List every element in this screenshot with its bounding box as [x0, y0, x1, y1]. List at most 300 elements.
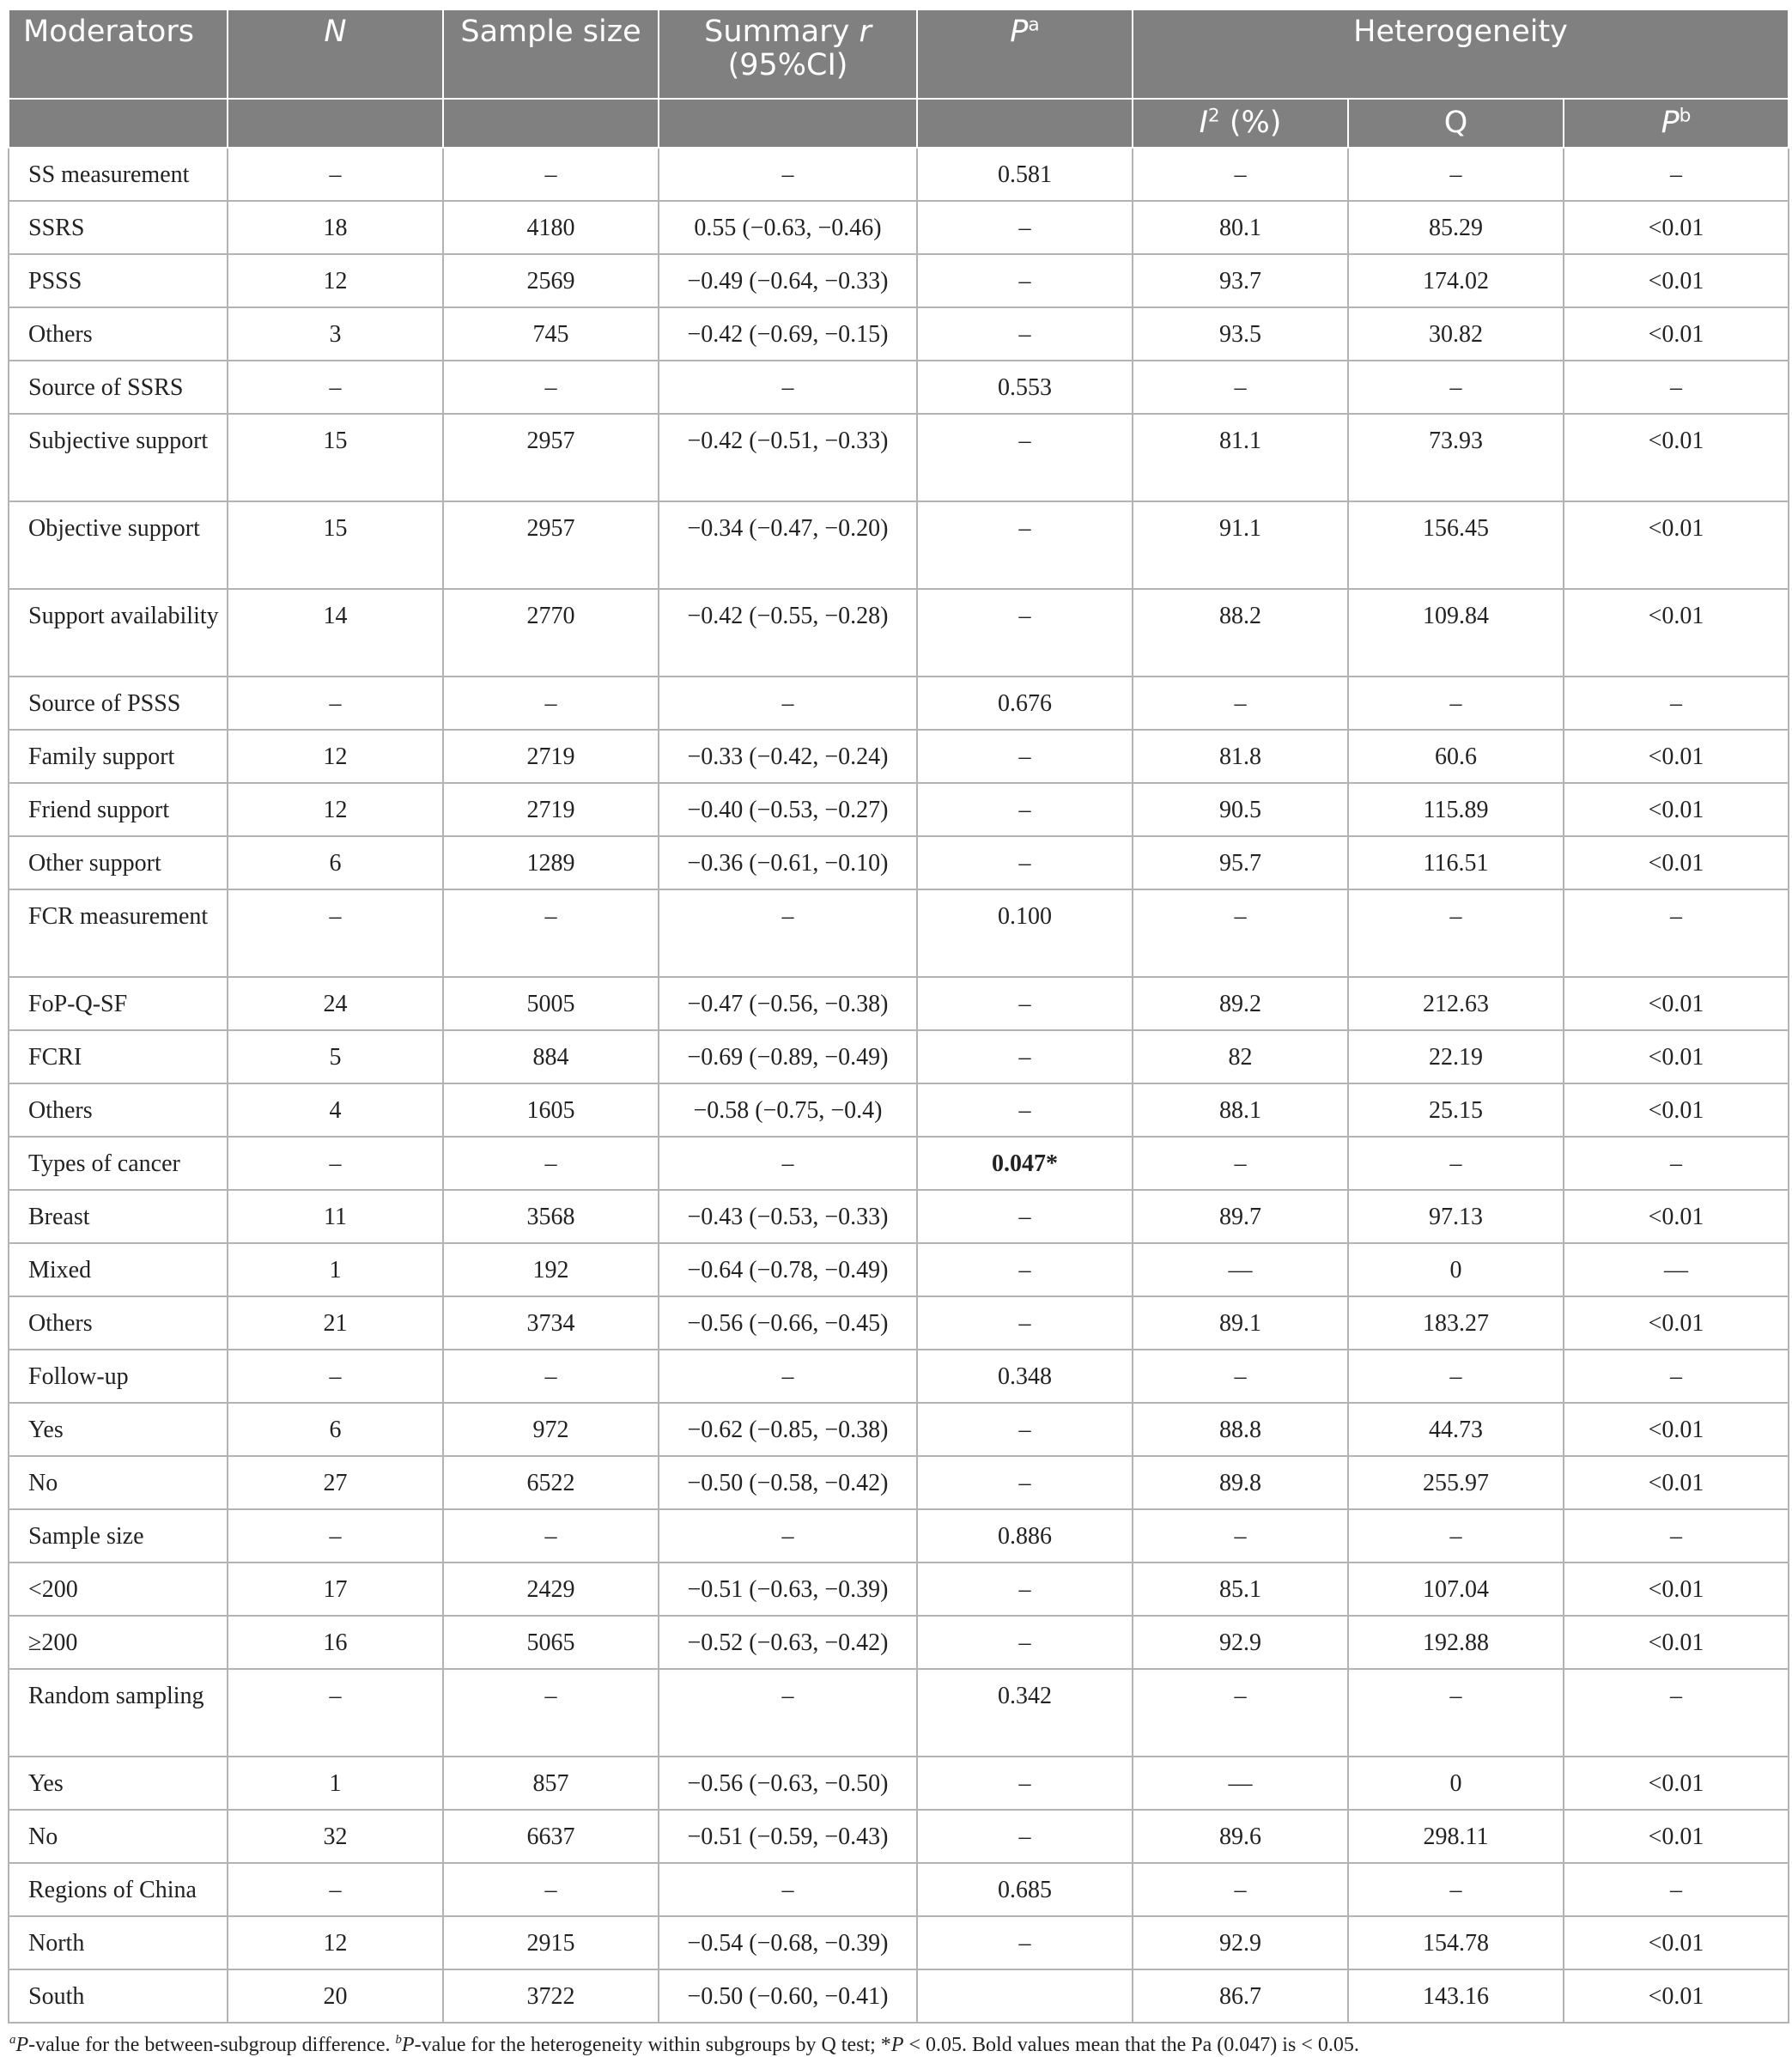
summary-r-cell: −0.50 (−0.58, −0.42) — [659, 1456, 917, 1509]
table-row — [9, 307, 1789, 361]
footnote-p-c: P — [890, 2034, 904, 2056]
n-cell: – — [228, 1863, 443, 1916]
p-b-cell: <0.01 — [1564, 1916, 1789, 1969]
summary-r-cell: −0.69 (−0.89, −0.49) — [659, 1030, 917, 1083]
moderator-cell: Others — [9, 1083, 228, 1137]
p-a-cell: – — [917, 1616, 1133, 1669]
p-b-cell: – — [1564, 1350, 1789, 1403]
n-cell: 15 — [228, 501, 443, 589]
p-b-cell: <0.01 — [1564, 1296, 1789, 1350]
summary-r-label: Summary — [704, 15, 860, 49]
n-cell: 17 — [228, 1562, 443, 1616]
p-b-cell: — — [1564, 1243, 1789, 1296]
p-a-cell: – — [917, 414, 1133, 501]
moderator-cell: SSRS — [9, 201, 228, 254]
i2-cell: 88.2 — [1133, 589, 1348, 677]
summary-r-cell: −0.36 (−0.61, −0.10) — [659, 836, 917, 889]
table-row — [9, 1296, 1789, 1350]
i2-cell: 93.5 — [1133, 307, 1348, 361]
p-b-cell: <0.01 — [1564, 1403, 1789, 1456]
sample-size-cell: – — [443, 677, 659, 730]
header-blank — [9, 99, 228, 148]
sample-size-cell: 3722 — [443, 1969, 659, 2023]
col-header-heterogeneity: Heterogeneity — [1133, 9, 1789, 99]
table-row — [9, 889, 1789, 977]
header-blank — [443, 99, 659, 148]
p-b-sup: b — [1679, 105, 1692, 127]
n-cell: – — [228, 1669, 443, 1757]
n-cell: 24 — [228, 977, 443, 1030]
moderator-cell: FoP-Q-SF — [9, 977, 228, 1030]
n-cell: 18 — [228, 201, 443, 254]
p-a-cell: 0.676 — [917, 677, 1133, 730]
table-row — [9, 783, 1789, 836]
table-container — [8, 9, 1788, 2057]
footnote-text-c: < 0.05. Bold values mean that the Pa (0.047) is < 0.05. — [903, 2034, 1359, 2056]
n-cell: 4 — [228, 1083, 443, 1137]
sample-size-cell: 2719 — [443, 730, 659, 783]
q-cell: 183.27 — [1348, 1296, 1564, 1350]
q-cell: 30.82 — [1348, 307, 1564, 361]
q-cell: 97.13 — [1348, 1190, 1564, 1243]
q-cell: 115.89 — [1348, 783, 1564, 836]
n-cell: 21 — [228, 1296, 443, 1350]
sample-size-cell: 3734 — [443, 1296, 659, 1350]
p-b-label: P — [1661, 106, 1680, 140]
summary-r-cell: – — [659, 1350, 917, 1403]
q-cell: 85.29 — [1348, 201, 1564, 254]
summary-r-cell: −0.47 (−0.56, −0.38) — [659, 977, 917, 1030]
p-a-cell: – — [917, 1243, 1133, 1296]
summary-r-cell: −0.34 (−0.47, −0.20) — [659, 501, 917, 589]
p-b-cell: <0.01 — [1564, 1083, 1789, 1137]
n-cell: 32 — [228, 1810, 443, 1863]
q-cell: 107.04 — [1348, 1562, 1564, 1616]
table-row — [9, 1562, 1789, 1616]
p-a-cell: – — [917, 1810, 1133, 1863]
table-row — [9, 1456, 1789, 1509]
q-cell: – — [1348, 1350, 1564, 1403]
moderator-cell: Sample size — [9, 1509, 228, 1562]
q-cell: – — [1348, 677, 1564, 730]
table-row — [9, 414, 1789, 501]
i2-cell: – — [1133, 677, 1348, 730]
n-cell: – — [228, 1137, 443, 1190]
n-cell: – — [228, 1509, 443, 1562]
sample-size-cell: 884 — [443, 1030, 659, 1083]
p-a-cell: – — [917, 1296, 1133, 1350]
q-cell: 143.16 — [1348, 1969, 1564, 2023]
p-a-cell: – — [917, 1757, 1133, 1810]
moderator-cell: Yes — [9, 1757, 228, 1810]
p-b-cell: <0.01 — [1564, 307, 1789, 361]
p-a-cell: – — [917, 977, 1133, 1030]
p-b-cell: <0.01 — [1564, 1562, 1789, 1616]
i2-cell: 89.6 — [1133, 1810, 1348, 1863]
moderator-cell: SS measurement — [9, 148, 228, 201]
table-body — [9, 148, 1789, 2023]
sample-size-cell: 5065 — [443, 1616, 659, 1669]
footnote-p-b: P — [401, 2034, 415, 2056]
n-cell: 1 — [228, 1757, 443, 1810]
p-a-cell: 0.100 — [917, 889, 1133, 977]
n-label: N — [324, 15, 347, 49]
p-a-cell: 0.342 — [917, 1669, 1133, 1757]
table-row — [9, 1810, 1789, 1863]
table-row — [9, 1669, 1789, 1757]
moderator-cell: Source of SSRS — [9, 361, 228, 414]
p-a-cell: 0.553 — [917, 361, 1133, 414]
table-row — [9, 1509, 1789, 1562]
n-cell: 16 — [228, 1616, 443, 1669]
p-b-cell: <0.01 — [1564, 414, 1789, 501]
i2-cell: 89.7 — [1133, 1190, 1348, 1243]
n-cell: 3 — [228, 307, 443, 361]
sample-size-cell: – — [443, 361, 659, 414]
summary-r-cell: −0.62 (−0.85, −0.38) — [659, 1403, 917, 1456]
p-a-cell: 0.581 — [917, 148, 1133, 201]
sample-size-cell: – — [443, 1509, 659, 1562]
q-cell: 255.97 — [1348, 1456, 1564, 1509]
table-row — [9, 730, 1789, 783]
q-cell: 156.45 — [1348, 501, 1564, 589]
moderator-cell: Others — [9, 307, 228, 361]
summary-r-cell: – — [659, 1863, 917, 1916]
table-row — [9, 148, 1789, 201]
table-row — [9, 1350, 1789, 1403]
moderator-cell: Support availability — [9, 589, 228, 677]
table-row — [9, 201, 1789, 254]
summary-r-cell: −0.43 (−0.53, −0.33) — [659, 1190, 917, 1243]
sample-size-cell: 192 — [443, 1243, 659, 1296]
p-b-cell: <0.01 — [1564, 254, 1789, 307]
moderator-cell: Objective support — [9, 501, 228, 589]
table-row — [9, 1030, 1789, 1083]
p-a-cell — [917, 1969, 1133, 2023]
header-blank — [917, 99, 1133, 148]
sample-size-cell: 857 — [443, 1757, 659, 1810]
p-b-cell: <0.01 — [1564, 836, 1789, 889]
n-cell: – — [228, 677, 443, 730]
sample-size-cell: 4180 — [443, 201, 659, 254]
i2-cell: 81.1 — [1133, 414, 1348, 501]
moderator-cell: FCR measurement — [9, 889, 228, 977]
q-cell: 22.19 — [1348, 1030, 1564, 1083]
i2-sup: 2 — [1207, 105, 1220, 127]
p-a-cell: 0.348 — [917, 1350, 1133, 1403]
i2-cell: 88.1 — [1133, 1083, 1348, 1137]
table-row — [9, 501, 1789, 589]
q-cell: 298.11 — [1348, 1810, 1564, 1863]
summary-r-cell: −0.54 (−0.68, −0.39) — [659, 1916, 917, 1969]
i2-cell: 90.5 — [1133, 783, 1348, 836]
col-header-moderators: Moderators — [9, 9, 228, 99]
sample-size-cell: – — [443, 1669, 659, 1757]
summary-r-cell: – — [659, 889, 917, 977]
moderator-cell: Random sampling — [9, 1669, 228, 1757]
moderator-cell: Regions of China — [9, 1863, 228, 1916]
summary-r-cell: −0.64 (−0.78, −0.49) — [659, 1243, 917, 1296]
moderator-cell: Breast — [9, 1190, 228, 1243]
sample-size-cell: 2770 — [443, 589, 659, 677]
summary-r-cell: – — [659, 361, 917, 414]
p-a-cell: – — [917, 201, 1133, 254]
col-header-q: Q — [1348, 99, 1564, 148]
sample-size-cell: – — [443, 148, 659, 201]
col-header-p-a — [917, 9, 1133, 99]
col-header-i2 — [1133, 99, 1348, 148]
i2-cell: – — [1133, 1350, 1348, 1403]
p-a-cell: – — [917, 1190, 1133, 1243]
n-cell: 5 — [228, 1030, 443, 1083]
sample-size-cell: 2957 — [443, 501, 659, 589]
summary-r-cell: – — [659, 677, 917, 730]
q-cell: – — [1348, 889, 1564, 977]
p-b-cell: <0.01 — [1564, 1030, 1789, 1083]
n-cell: 12 — [228, 254, 443, 307]
n-cell: 6 — [228, 1403, 443, 1456]
p-b-cell: – — [1564, 148, 1789, 201]
p-a-cell: – — [917, 254, 1133, 307]
i2-cell: – — [1133, 889, 1348, 977]
p-a-cell: – — [917, 589, 1133, 677]
summary-r-cell: −0.42 (−0.51, −0.33) — [659, 414, 917, 501]
q-cell: 0 — [1348, 1243, 1564, 1296]
n-cell: – — [228, 148, 443, 201]
sample-size-cell: 2915 — [443, 1916, 659, 1969]
moderator-cell: Friend support — [9, 783, 228, 836]
i2-cell: 92.9 — [1133, 1916, 1348, 1969]
footnote-p-a: P — [15, 2034, 29, 2056]
i2-cell: – — [1133, 1863, 1348, 1916]
summary-r-cell: −0.42 (−0.69, −0.15) — [659, 307, 917, 361]
summary-r-cell: −0.33 (−0.42, −0.24) — [659, 730, 917, 783]
summary-r-cell: – — [659, 1669, 917, 1757]
moderator-cell: Yes — [9, 1403, 228, 1456]
sample-size-cell: 1605 — [443, 1083, 659, 1137]
p-a-cell: – — [917, 1456, 1133, 1509]
p-a-cell: 0.047* — [917, 1137, 1133, 1190]
table-row — [9, 977, 1789, 1030]
moderator-cell: Others — [9, 1296, 228, 1350]
table-row — [9, 1403, 1789, 1456]
i2-cell: – — [1133, 1509, 1348, 1562]
footnote-sup-b: b — [395, 2033, 402, 2047]
summary-r-cell: – — [659, 1137, 917, 1190]
sample-size-cell: 972 — [443, 1403, 659, 1456]
sample-size-cell: – — [443, 1350, 659, 1403]
moderator-cell: ≥200 — [9, 1616, 228, 1669]
q-cell: 116.51 — [1348, 836, 1564, 889]
p-a-cell: 0.886 — [917, 1509, 1133, 1562]
sample-size-cell: 6522 — [443, 1456, 659, 1509]
table-row — [9, 1243, 1789, 1296]
i2-cell: — — [1133, 1757, 1348, 1810]
q-cell: – — [1348, 361, 1564, 414]
summary-r-cell: −0.58 (−0.75, −0.4) — [659, 1083, 917, 1137]
table-row — [9, 361, 1789, 414]
p-b-cell: – — [1564, 361, 1789, 414]
sample-size-cell: 3568 — [443, 1190, 659, 1243]
q-cell: – — [1348, 1669, 1564, 1757]
header-row-1 — [9, 9, 1789, 99]
q-cell: – — [1348, 1863, 1564, 1916]
n-cell: 12 — [228, 1916, 443, 1969]
p-a-cell: – — [917, 307, 1133, 361]
summary-r-cell: −0.49 (−0.64, −0.33) — [659, 254, 917, 307]
sample-size-cell: – — [443, 889, 659, 977]
sample-size-cell: 2569 — [443, 254, 659, 307]
i2-cell: 80.1 — [1133, 201, 1348, 254]
header-blank — [228, 99, 443, 148]
i2-cell: 92.9 — [1133, 1616, 1348, 1669]
i2-cell: 91.1 — [1133, 501, 1348, 589]
table-row — [9, 1190, 1789, 1243]
sample-size-cell: 1289 — [443, 836, 659, 889]
footnote-text-a: -value for the between-subgroup difference. — [28, 2034, 396, 2056]
moderator-cell: No — [9, 1456, 228, 1509]
p-b-cell: <0.01 — [1564, 501, 1789, 589]
p-a-sup: a — [1028, 14, 1040, 36]
p-a-cell: – — [917, 836, 1133, 889]
n-cell: 11 — [228, 1190, 443, 1243]
p-b-cell: – — [1564, 889, 1789, 977]
q-cell: 25.15 — [1348, 1083, 1564, 1137]
p-b-cell: – — [1564, 1669, 1789, 1757]
sample-size-cell: 6637 — [443, 1810, 659, 1863]
sample-size-cell: – — [443, 1137, 659, 1190]
n-cell: – — [228, 361, 443, 414]
q-cell: 44.73 — [1348, 1403, 1564, 1456]
i2-cell: – — [1133, 1137, 1348, 1190]
q-cell: 174.02 — [1348, 254, 1564, 307]
col-header-summary-r — [659, 9, 917, 99]
table-row — [9, 1616, 1789, 1669]
summary-r-cell: −0.56 (−0.63, −0.50) — [659, 1757, 917, 1810]
table-row — [9, 1969, 1789, 2023]
footnote-sup-a: a — [9, 2033, 16, 2047]
moderator-cell: No — [9, 1810, 228, 1863]
q-cell: – — [1348, 148, 1564, 201]
moderator-analysis-table — [8, 9, 1789, 2024]
n-cell: 14 — [228, 589, 443, 677]
moderator-cell: Other support — [9, 836, 228, 889]
p-a-cell: – — [917, 1083, 1133, 1137]
q-cell: 154.78 — [1348, 1916, 1564, 1969]
p-a-cell: – — [917, 730, 1133, 783]
moderator-cell: Follow-up — [9, 1350, 228, 1403]
header-blank — [659, 99, 917, 148]
table-row — [9, 1916, 1789, 1969]
footnote-text-b: -value for the heterogeneity within subgroups by Q test; * — [414, 2034, 891, 2056]
p-a-cell: – — [917, 1562, 1133, 1616]
sample-size-cell: 2719 — [443, 783, 659, 836]
moderator-cell: North — [9, 1916, 228, 1969]
p-b-cell: <0.01 — [1564, 1969, 1789, 2023]
summary-r-cell: −0.52 (−0.63, −0.42) — [659, 1616, 917, 1669]
p-b-cell: <0.01 — [1564, 730, 1789, 783]
p-a-cell: 0.685 — [917, 1863, 1133, 1916]
n-cell: – — [228, 1350, 443, 1403]
i2-cell: 89.2 — [1133, 977, 1348, 1030]
n-cell: 1 — [228, 1243, 443, 1296]
moderator-cell: South — [9, 1969, 228, 2023]
i2-cell: — — [1133, 1243, 1348, 1296]
moderator-cell: Types of cancer — [9, 1137, 228, 1190]
summary-r-ci: (95%CI) — [727, 48, 848, 82]
p-b-cell: <0.01 — [1564, 977, 1789, 1030]
p-b-cell: – — [1564, 1863, 1789, 1916]
n-cell: 12 — [228, 730, 443, 783]
table-row — [9, 1137, 1789, 1190]
n-cell: 15 — [228, 414, 443, 501]
sample-size-cell: – — [443, 1863, 659, 1916]
i2-cell: 81.8 — [1133, 730, 1348, 783]
col-header-n — [228, 9, 443, 99]
q-cell: 73.93 — [1348, 414, 1564, 501]
moderator-cell: PSSS — [9, 254, 228, 307]
i2-cell: 82 — [1133, 1030, 1348, 1083]
p-b-cell: <0.01 — [1564, 783, 1789, 836]
moderator-cell: Subjective support — [9, 414, 228, 501]
p-a-cell: – — [917, 1916, 1133, 1969]
summary-r-cell: 0.55 (−0.63, −0.46) — [659, 201, 917, 254]
p-a-cell: – — [917, 1403, 1133, 1456]
summary-r-cell: −0.51 (−0.63, −0.39) — [659, 1562, 917, 1616]
table-row — [9, 1863, 1789, 1916]
moderator-cell: <200 — [9, 1562, 228, 1616]
i2-unit: (%) — [1219, 106, 1282, 140]
p-b-cell: <0.01 — [1564, 1810, 1789, 1863]
i2-cell: – — [1133, 1669, 1348, 1757]
p-a-cell: – — [917, 783, 1133, 836]
summary-r-cell: – — [659, 1509, 917, 1562]
p-b-cell: <0.01 — [1564, 1757, 1789, 1810]
i2-cell: 89.1 — [1133, 1296, 1348, 1350]
table-row — [9, 836, 1789, 889]
sample-size-cell: 5005 — [443, 977, 659, 1030]
q-cell: 109.84 — [1348, 589, 1564, 677]
table-row — [9, 589, 1789, 677]
i2-cell: 88.8 — [1133, 1403, 1348, 1456]
p-b-cell: <0.01 — [1564, 589, 1789, 677]
n-cell: 6 — [228, 836, 443, 889]
p-b-cell: – — [1564, 1509, 1789, 1562]
moderator-cell: Family support — [9, 730, 228, 783]
p-b-cell: – — [1564, 677, 1789, 730]
i2-cell: – — [1133, 361, 1348, 414]
i2-cell: 85.1 — [1133, 1562, 1348, 1616]
table-row — [9, 1083, 1789, 1137]
n-cell: 12 — [228, 783, 443, 836]
summary-r-symbol: r — [859, 15, 872, 49]
p-b-cell: <0.01 — [1564, 1456, 1789, 1509]
i2-label: I — [1199, 106, 1208, 140]
q-cell: – — [1348, 1137, 1564, 1190]
summary-r-cell: −0.40 (−0.53, −0.27) — [659, 783, 917, 836]
p-b-cell: <0.01 — [1564, 1190, 1789, 1243]
q-cell: 60.6 — [1348, 730, 1564, 783]
i2-cell: 95.7 — [1133, 836, 1348, 889]
sample-size-cell: 2957 — [443, 414, 659, 501]
summary-r-cell: −0.42 (−0.55, −0.28) — [659, 589, 917, 677]
p-b-cell: – — [1564, 1137, 1789, 1190]
q-cell: 0 — [1348, 1757, 1564, 1810]
n-cell: 20 — [228, 1969, 443, 2023]
table-row — [9, 254, 1789, 307]
moderator-cell: Mixed — [9, 1243, 228, 1296]
p-b-cell: <0.01 — [1564, 201, 1789, 254]
